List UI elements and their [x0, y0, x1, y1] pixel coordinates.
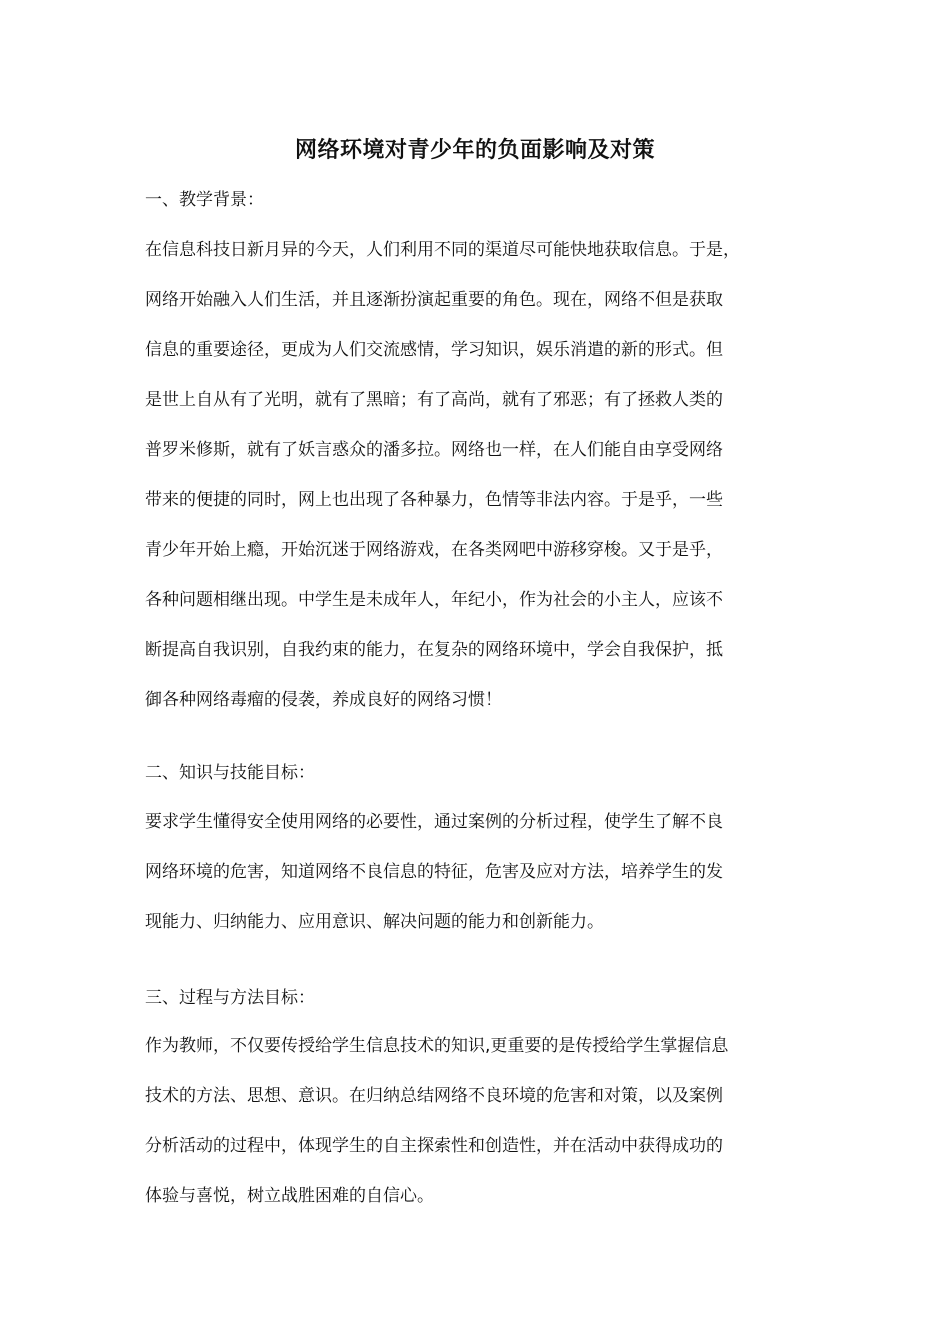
body-line: 网络开始融入人们生活，并且逐渐扮演起重要的角色。现在，网络不但是获取 [145, 290, 723, 310]
section-heading-process-methods: 三、过程与方法目标： [145, 988, 315, 1008]
body-line: 信息的重要途径，更成为人们交流感情，学习知识，娱乐消遣的新的形式。但 [145, 340, 723, 360]
document-title: 网络环境对青少年的负面影响及对策 [294, 138, 655, 163]
body-line: 在信息科技日新月异的今天，人们利用不同的渠道尽可能快地获取信息。于是， [145, 240, 740, 260]
body-line: 青少年开始上瘾，开始沉迷于网络游戏，在各类网吧中游移穿梭。又于是乎， [145, 540, 723, 560]
body-line: 御各种网络毒瘤的侵袭，养成良好的网络习惯！ [145, 690, 502, 710]
body-line: 要求学生懂得安全使用网络的必要性，通过案例的分析过程，使学生了解不良 [145, 812, 723, 832]
body-line: 技术的方法、思想、意识。在归纳总结网络不良环境的危害和对策，以及案例 [145, 1086, 723, 1106]
section-heading-background: 一、教学背景： [145, 190, 264, 210]
body-line: 带来的便捷的同时，网上也出现了各种暴力，色情等非法内容。于是乎，一些 [145, 490, 723, 510]
section-body-background [145, 225, 825, 725]
body-line: 分析活动的过程中，体现学生的自主探索性和创造性，并在活动中获得成功的 [145, 1136, 723, 1156]
body-line: 体验与喜悦，树立战胜困难的自信心。 [145, 1186, 434, 1206]
body-line: 各种问题相继出现。中学生是未成年人，年纪小，作为社会的小主人，应该不 [145, 590, 723, 610]
section-heading-knowledge-skills: 二、知识与技能目标： [145, 763, 315, 783]
body-line: 现能力、归纳能力、应用意识、解决问题的能力和创新能力。 [145, 912, 604, 932]
body-line: 断提高自我识别，自我约束的能力，在复杂的网络环境中，学会自我保护，抵 [145, 640, 723, 660]
body-line: 网络环境的危害，知道网络不良信息的特征，危害及应对方法，培养学生的发 [145, 862, 723, 882]
body-line: 是世上自从有了光明，就有了黑暗；有了高尚，就有了邪恶；有了拯救人类的 [145, 390, 723, 410]
section-body-knowledge-skills [145, 797, 825, 947]
body-line: 普罗米修斯，就有了妖言惑众的潘多拉。网络也一样，在人们能自由享受网络 [145, 440, 723, 460]
body-line: 作为教师，不仅要传授给学生信息技术的知识,更重要的是传授给学生掌握信息 [145, 1036, 729, 1056]
section-body-process-methods [145, 1021, 825, 1221]
